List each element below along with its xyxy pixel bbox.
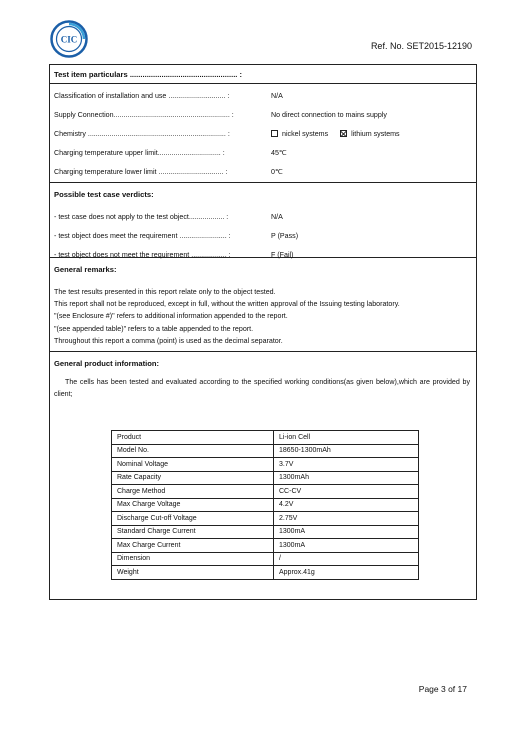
row-value: N/A <box>271 212 283 221</box>
spec-label: Max Charge Voltage <box>112 498 274 512</box>
spec-row <box>112 444 419 458</box>
spec-label: Model No. <box>112 444 274 458</box>
spec-value: 1300mA <box>274 525 419 539</box>
spec-value: / <box>274 552 419 566</box>
test-item-row-charge-upper <box>50 143 476 162</box>
nickel-systems-checkbox[interactable] <box>271 130 278 137</box>
lithium-systems-label: lithium systems <box>351 129 400 138</box>
spec-value: CC-CV <box>274 485 419 499</box>
test-item-header-section <box>50 65 476 84</box>
cic-logo <box>50 20 88 58</box>
nickel-systems-label: nickel systems <box>282 129 329 138</box>
spec-row <box>112 431 419 445</box>
verdicts-section <box>50 183 476 258</box>
row-value: 0℃ <box>271 168 283 176</box>
product-info-heading: General product information: <box>54 359 160 368</box>
row-label: - test case does not apply to the test object.................. : <box>54 212 229 221</box>
row-label: Charging temperature upper limit................................ : <box>54 148 225 157</box>
spec-value: 1300mA <box>274 539 419 553</box>
product-info-section <box>50 352 476 599</box>
spec-label: Standard Charge Current <box>112 525 274 539</box>
spec-row <box>112 552 419 566</box>
logo-text: CIC <box>60 34 78 45</box>
spec-row <box>112 539 419 553</box>
spec-label: Dimension <box>112 552 274 566</box>
row-label: Supply Connection........................................................... : <box>54 110 234 119</box>
spec-value: 1300mAh <box>274 471 419 485</box>
spec-value: Li-ion Cell <box>274 431 419 445</box>
spec-value: 4.2V <box>274 498 419 512</box>
row-value: N/A <box>271 91 283 100</box>
row-label: - test object does not meet the requirement .................. : <box>54 250 231 259</box>
remark-line: The test results presented in this report relate only to the object tested. <box>54 288 276 296</box>
chemistry-options <box>268 130 400 138</box>
spec-label: Max Charge Current <box>112 539 274 553</box>
test-item-row-chemistry <box>50 124 476 143</box>
test-item-row-charge-lower <box>50 162 476 181</box>
test-item-section <box>50 84 476 183</box>
row-label: - test object does meet the requirement ........................ : <box>54 231 231 240</box>
row-value: F (Fail) <box>271 250 294 259</box>
spec-row <box>112 566 419 580</box>
row-label: Chemistry ...................................................................... : <box>54 129 230 138</box>
test-item-row-supply <box>50 105 476 124</box>
remark-line: This report shall not be reproduced, except in full, without the written approval of the Issuing testing laboratory. <box>54 300 400 309</box>
row-label: Classification of installation and use ............................. : <box>54 91 230 100</box>
spec-label: Charge Method <box>112 485 274 499</box>
spec-row <box>112 485 419 499</box>
general-remarks-section <box>50 258 476 352</box>
spec-row <box>112 458 419 472</box>
verdicts-heading: Possible test case verdicts: <box>54 190 154 199</box>
spec-row <box>112 471 419 485</box>
spec-value: 18650-1300mAh <box>274 444 419 458</box>
row-label: Charging temperature lower limit ................................. : <box>54 167 228 176</box>
row-value: P (Pass) <box>271 231 299 240</box>
spec-row <box>112 525 419 539</box>
spec-row <box>112 512 419 526</box>
lithium-systems-checkbox[interactable] <box>340 130 347 137</box>
reference-number: Ref. No. SET2015-12190 <box>370 41 472 51</box>
spec-label: Nominal Voltage <box>112 458 274 472</box>
spec-value: 3.7V <box>274 458 419 472</box>
report-frame <box>49 64 477 600</box>
product-intro <box>50 371 476 400</box>
verdict-row <box>50 207 476 226</box>
remark-line: "(see appended table)" refers to a table appended to the report. <box>54 324 254 333</box>
verdict-row <box>50 226 476 245</box>
spec-value: Approx.41g <box>274 566 419 580</box>
row-value: No direct connection to mains supply <box>271 110 387 119</box>
product-intro-text: The cells has been tested and evaluated according to the specified working conditions(as given below),which are provided by client; <box>54 378 470 399</box>
spec-label: Discharge Cut-off Voltage <box>112 512 274 526</box>
remark-line: "(see Enclosure #)" refers to additional information appended to the report. <box>54 312 288 321</box>
spec-value: 2.75V <box>274 512 419 526</box>
spec-row <box>112 498 419 512</box>
spec-label: Weight <box>112 566 274 580</box>
page-number: Page 3 of 17 <box>418 684 467 694</box>
test-item-row-classification <box>50 86 476 105</box>
remark-line: Throughout this report a comma (point) is used as the decimal separator. <box>54 336 283 345</box>
product-spec-table <box>111 430 419 580</box>
test-item-heading: Test item particulars ................................................... : <box>54 70 243 79</box>
general-remarks-heading: General remarks: <box>54 265 117 274</box>
row-value: 45℃ <box>271 149 287 157</box>
spec-label: Product <box>112 431 274 445</box>
spec-label: Rate Capacity <box>112 471 274 485</box>
